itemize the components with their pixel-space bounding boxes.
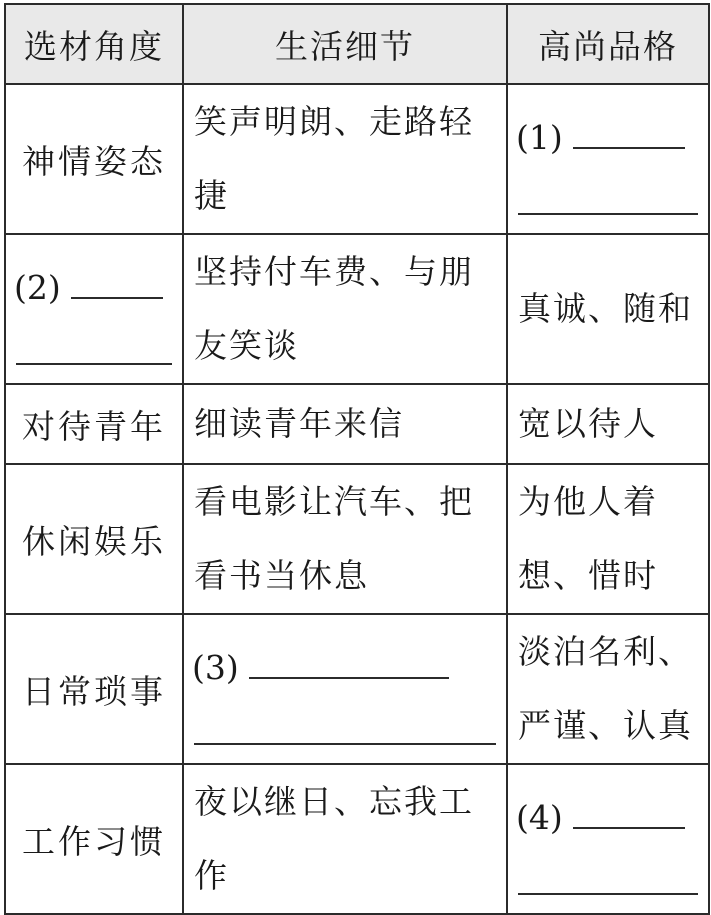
detail-cell [183, 764, 507, 914]
blank-number: (4) [516, 798, 563, 837]
table-row [5, 464, 709, 614]
detail-text: 笑声明朗、走路轻捷 [194, 102, 474, 215]
header-row [5, 4, 709, 84]
detail-text: 细读青年来信 [194, 404, 404, 443]
blank-line [573, 117, 685, 149]
angle-blank-cell[interactable] [5, 234, 183, 384]
detail-cell [183, 84, 507, 234]
blank-line [194, 703, 496, 745]
blank-line [71, 267, 163, 299]
trait-cell [507, 384, 709, 464]
blank-number: (2) [14, 268, 61, 307]
answer-blank-2[interactable] [6, 253, 182, 365]
blank-number: (3) [192, 648, 239, 687]
angle-cell: 工作习惯 [5, 764, 183, 914]
trait-cell [507, 614, 709, 764]
table-row [5, 764, 709, 914]
trait-cell [507, 234, 709, 384]
detail-cell [183, 234, 507, 384]
detail-text: 坚持付车费、与朋友笑谈 [194, 252, 474, 365]
trait-text: 为他人着想、惜时 [518, 482, 658, 595]
table-row [5, 614, 709, 764]
blank-line [518, 173, 698, 215]
trait-text: 宽以待人 [518, 404, 658, 443]
detail-text: 夜以继日、忘我工作 [194, 782, 474, 895]
blank-line [573, 797, 685, 829]
answer-blank-1[interactable] [508, 103, 708, 215]
trait-blank-cell[interactable] [507, 764, 709, 914]
detail-cell [183, 464, 507, 614]
blank-line [249, 647, 449, 679]
angle-cell: 休闲娱乐 [5, 464, 183, 614]
blank-line [518, 853, 698, 895]
answer-blank-4[interactable] [508, 783, 708, 895]
angle-cell: 日常琐事 [5, 614, 183, 764]
header-angle: 选材角度 [5, 4, 183, 84]
detail-text: 看电影让汽车、把看书当休息 [194, 482, 474, 595]
blank-line [16, 323, 172, 365]
header-detail: 生活细节 [183, 4, 507, 84]
trait-text: 真诚、随和 [518, 289, 693, 328]
trait-blank-cell[interactable] [507, 84, 709, 234]
blank-number: (1) [516, 118, 563, 157]
trait-cell [507, 464, 709, 614]
header-trait: 高尚品格 [507, 4, 709, 84]
trait-text: 淡泊名利、严谨、认真 [518, 632, 693, 745]
angle-cell: 对待青年 [5, 384, 183, 464]
angle-cell: 神情姿态 [5, 84, 183, 234]
table [4, 3, 710, 915]
detail-cell [183, 384, 507, 464]
answer-blank-3[interactable] [184, 633, 506, 745]
detail-blank-cell[interactable] [183, 614, 507, 764]
table-row [5, 234, 709, 384]
table-row [5, 384, 709, 464]
table-row [5, 84, 709, 234]
